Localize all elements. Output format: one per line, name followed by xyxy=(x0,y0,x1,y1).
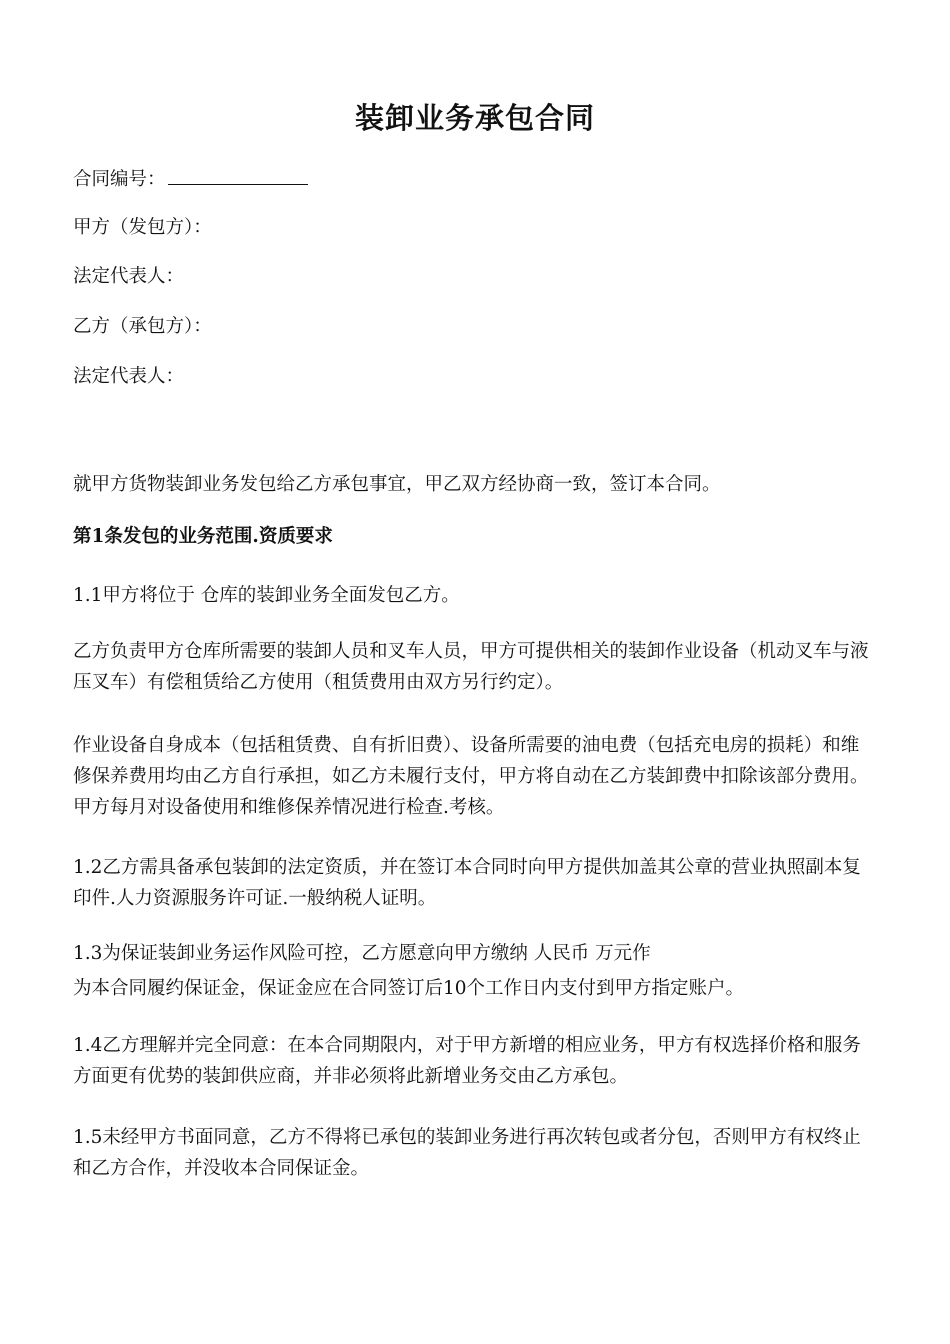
article-1-heading: 第1条发包的业务范围.资质要求 xyxy=(73,526,333,547)
party-a-representative-label: 法定代表人： xyxy=(73,266,185,287)
clause-1-3-line-1: 1.3为保证装卸业务运作风险可控，乙方愿意向甲方缴纳 人民币 万元作 xyxy=(73,943,651,964)
contract-number-line xyxy=(73,164,873,195)
contract-number-label: 合同编号： xyxy=(73,169,166,190)
clause-1-4: 1.4乙方理解并完全同意：在本合同期限内，对于甲方新增的相应业务，甲方有权选择价格和服务方面更有优势的装卸供应商，并非必须将此新增业务交由乙方承包。 xyxy=(73,1035,861,1087)
clause-1-1: 1.1甲方将位于 仓库的装卸业务全面发包乙方。 xyxy=(73,585,460,606)
clause-1-1-paragraph-1: 乙方负责甲方仓库所需要的装卸人员和叉车人员，甲方可提供相关的装卸作业设备（机动叉车与液压叉车）有偿租赁给乙方使用（租赁费用由双方另行约定）。 xyxy=(73,641,869,693)
party-b-representative-label: 法定代表人： xyxy=(73,366,185,387)
document-title: 装卸业务承包合同 xyxy=(354,101,595,135)
party-a-label: 甲方（发包方）： xyxy=(73,217,212,238)
clause-1-5: 1.5未经甲方书面同意，乙方不得将已承包的装卸业务进行再次转包或者分包，否则甲方有权终止和乙方合作，并没收本合同保证金。 xyxy=(73,1127,861,1179)
contract-number-blank[interactable] xyxy=(168,164,308,185)
clause-1-2: 1.2乙方需具备承包装卸的法定资质，并在签订本合同时向甲方提供加盖其公章的营业执照副本复印件.人力资源服务许可证.一般纳税人证明。 xyxy=(73,857,861,909)
clause-1-3-line-2: 为本合同履约保证金，保证金应在合同签订后10个工作日内支付到甲方指定账户。 xyxy=(73,978,745,999)
party-b-label: 乙方（承包方）： xyxy=(73,316,212,337)
clause-1-1-paragraph-2: 作业设备自身成本（包括租赁费、自有折旧费）、设备所需要的油电费（包括充电房的损耗）和维修保养费用均由乙方自行承担，如乙方未履行支付，甲方将自动在乙方装卸费中扣除该部分费用。甲方每月对设备使用和维修保养情况进行检查.考核。 xyxy=(73,735,869,818)
intro-paragraph: 就甲方货物装卸业务发包给乙方承包事宜，甲乙双方经协商一致，签订本合同。 xyxy=(73,474,721,495)
